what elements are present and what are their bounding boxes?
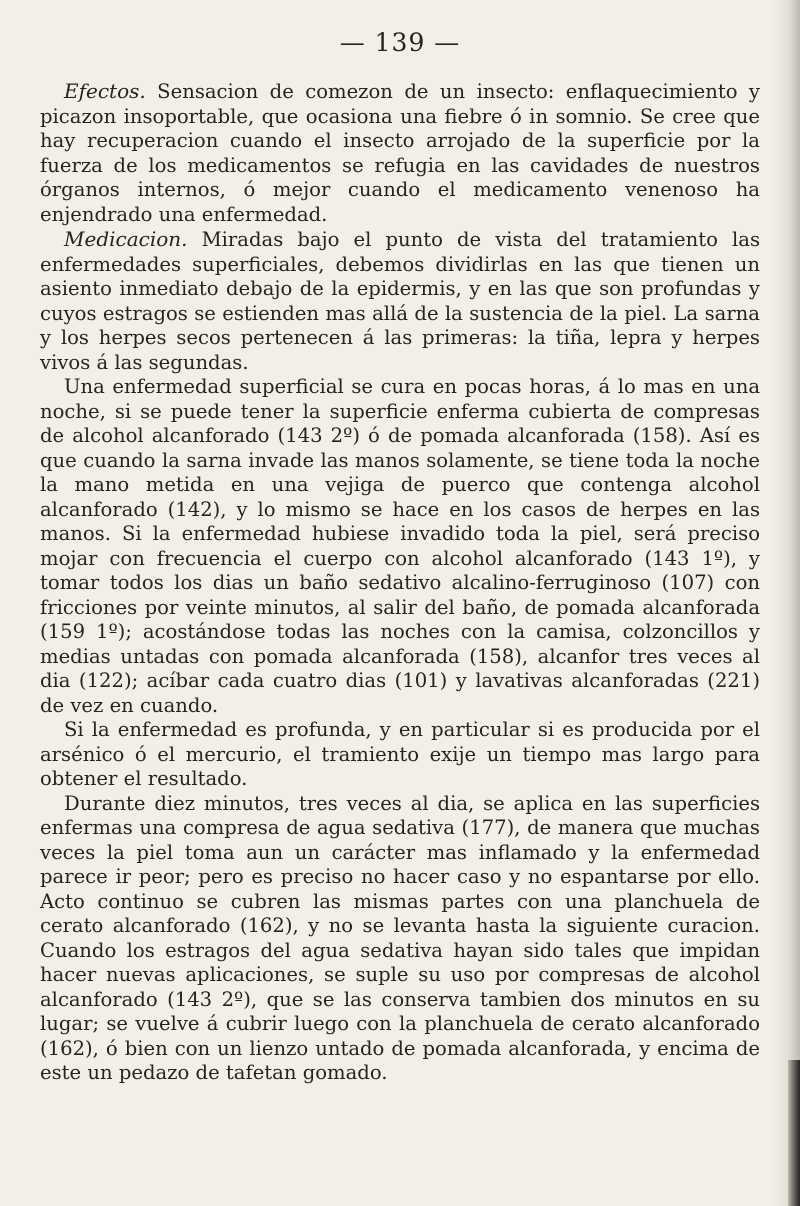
paragraph-text: Una enfermedad superficial se cura en pocas horas, á lo mas en una noche, si se puede tener la superficie enferma cubierta de compresas de alcohol alcanforado (143 2º) ó de pomada alcanforada (158). Así es que cuando la sarna invade las manos solamente, se tiene toda la noche la mano metida en una vejiga de puerco que contenga alcohol alcanforado (142), y lo mismo se hace en los casos de herpes en las manos. Si la enfermedad hubiese invadido toda la piel, será preciso mojar con frecuencia el cuerpo con alcohol alcanforado (143 1º), y tomar todos los dias un baño sedativo alcalino-ferruginoso (107) con fricciones por veinte minutos, al salir del baño, de pomada alcanforada (159 1º); acostándose todas las noches con la camisa, colzoncillos y medias untadas con pomada alcanforada (158), alcanfor tres veces al dia (122); acíbar cada cuatro dias (101) y lavativas alcanforadas (221) de vez en cuando. bbox=[40, 375, 760, 717]
paragraph-text: Sensacion de comezon de un insecto: enflaquecimiento y picazon insoportable, que ocasiona una fiebre ó in somnio. Se cree que hay recuperacion cuando el insecto arrojado de la superficie por la fuerza de los medicamentos se refugia en las cavidades de nuestros órganos internos, ó mejor cuando el medicamento venenoso ha enjendrado una enfermedad. bbox=[40, 80, 760, 226]
page-number: — 139 — bbox=[339, 28, 461, 57]
paragraph-tratamiento bbox=[40, 792, 760, 1086]
page-edge-shadow bbox=[772, 0, 800, 1206]
paragraph-term: Medicacion. bbox=[64, 227, 188, 251]
paragraph-term: Efectos. bbox=[64, 79, 146, 103]
page-edge-dark bbox=[788, 1060, 800, 1206]
paragraph-enfermedad-profunda bbox=[40, 718, 760, 792]
paragraph-efectos bbox=[40, 79, 760, 227]
paragraph-enfermedad-superficial bbox=[40, 375, 760, 718]
paragraph-text: Durante diez minutos, tres veces al dia, se aplica en las superficies enfermas una compresa de agua sedativa (177), de manera que muchas veces la piel toma aun un carácter mas inflamado y la enfermedad parece ir peor; pero es preciso no hacer caso y no espantarse por ello. Acto continuo se cubren las mismas partes con una planchuela de cerato alcanforado (162), y no se levanta hasta la siguiente curacion. Cuando los estragos del agua sedativa hayan sido tales que impidan hacer nuevas aplicaciones, se suple su uso por compresas de alcohol alcanforado (143 2º), que se las conserva tambien dos minutos en su lugar; se vuelve á cubrir luego con la planchuela de cerato alcanforado (162), ó bien con un lienzo untado de pomada alcanforada, y encima de este un pedazo de tafetan gomado. bbox=[40, 791, 760, 1084]
paragraph-medicacion bbox=[40, 227, 760, 375]
paragraph-text: Miradas bajo el punto de vista del tratamiento las enfermedades superficiales, debemos dividirlas en las que tienen un asiento inmediato debajo de la epidermis, y en las que son profundas y cuyos estragos se estienden mas allá de la sustencia de la piel. La sarna y los herpes secos pertenecen á las primeras: la tiña, lepra y herpes vivos á las segundas. bbox=[40, 228, 760, 374]
paragraph-text: Si la enfermedad es profunda, y en particular si es producida por el arsénico ó el mercurio, el tramiento exije un tiempo mas largo para obtener el resultado. bbox=[40, 718, 760, 790]
